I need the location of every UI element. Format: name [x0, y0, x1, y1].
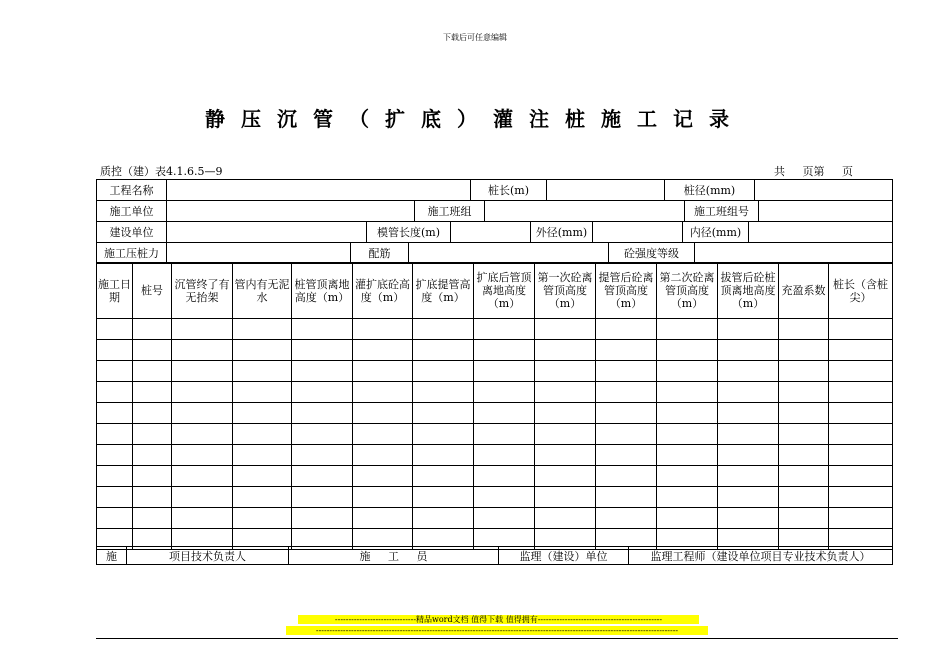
- table-cell[interactable]: [596, 340, 657, 361]
- table-cell[interactable]: [718, 340, 779, 361]
- table-cell[interactable]: [718, 487, 779, 508]
- table-cell[interactable]: [97, 340, 133, 361]
- table-cell[interactable]: [829, 508, 893, 529]
- table-cell[interactable]: [718, 466, 779, 487]
- table-cell[interactable]: [657, 466, 718, 487]
- label-construction-unit: 施工单位: [97, 201, 167, 222]
- table-cell[interactable]: [292, 466, 353, 487]
- table-cell[interactable]: [657, 508, 718, 529]
- table-cell[interactable]: [535, 361, 596, 382]
- table-cell[interactable]: [292, 403, 353, 424]
- table-cell[interactable]: [718, 445, 779, 466]
- table-cell[interactable]: [233, 508, 292, 529]
- table-cell[interactable]: [133, 466, 172, 487]
- table-cell[interactable]: [172, 445, 233, 466]
- table-cell[interactable]: [97, 319, 133, 340]
- table-cell[interactable]: [292, 361, 353, 382]
- table-cell[interactable]: [233, 445, 292, 466]
- label-concrete-grade: 砼强度等级: [609, 243, 695, 264]
- table-cell[interactable]: [133, 445, 172, 466]
- table-cell[interactable]: [133, 361, 172, 382]
- table-cell[interactable]: [133, 319, 172, 340]
- table-cell[interactable]: [172, 508, 233, 529]
- table-cell[interactable]: [292, 319, 353, 340]
- table-cell[interactable]: [657, 487, 718, 508]
- page-count: 共 页第 页: [774, 165, 853, 178]
- table-cell[interactable]: [474, 487, 535, 508]
- table-cell[interactable]: [413, 424, 474, 445]
- table-cell[interactable]: [413, 403, 474, 424]
- table-cell[interactable]: [353, 361, 413, 382]
- table-cell[interactable]: [353, 466, 413, 487]
- col-pile-length: 桩长（含桩尖）: [829, 263, 893, 319]
- label-pile-diameter: 桩径(mm): [665, 180, 755, 201]
- table-cell[interactable]: [413, 445, 474, 466]
- col-after-lift: 提管后砼离管顶高度（m）: [596, 263, 657, 319]
- table-cell[interactable]: [133, 403, 172, 424]
- table-row: [97, 487, 893, 508]
- table-cell[interactable]: [535, 445, 596, 466]
- table-cell[interactable]: [829, 487, 893, 508]
- table-cell[interactable]: [657, 403, 718, 424]
- table-row: [97, 508, 893, 529]
- table-cell[interactable]: [413, 487, 474, 508]
- label-team-leader: 施工班组号: [685, 201, 759, 222]
- table-cell[interactable]: [353, 382, 413, 403]
- record-rows: [97, 319, 893, 550]
- table-cell[interactable]: [292, 424, 353, 445]
- table-cell[interactable]: [233, 487, 292, 508]
- table-cell[interactable]: [829, 319, 893, 340]
- table-cell[interactable]: [97, 361, 133, 382]
- table-cell[interactable]: [596, 508, 657, 529]
- table-cell[interactable]: [413, 508, 474, 529]
- footer-rule: [96, 638, 898, 639]
- table-cell[interactable]: [779, 319, 829, 340]
- table-cell[interactable]: [535, 508, 596, 529]
- table-cell[interactable]: [657, 424, 718, 445]
- label-outer-diameter: 外径(mm): [531, 222, 593, 243]
- field-owner-unit[interactable]: [167, 222, 367, 243]
- field-construction-unit[interactable]: [167, 201, 415, 222]
- table-cell[interactable]: [413, 361, 474, 382]
- table-cell[interactable]: [829, 382, 893, 403]
- col-second-concrete: 第二次砼离管顶高度（m）: [657, 263, 718, 319]
- table-cell[interactable]: [779, 361, 829, 382]
- table-cell[interactable]: [474, 382, 535, 403]
- table-cell[interactable]: [233, 319, 292, 340]
- table-cell[interactable]: [474, 424, 535, 445]
- info-table-3: [96, 221, 893, 243]
- table-cell[interactable]: [829, 424, 893, 445]
- table-cell[interactable]: [596, 424, 657, 445]
- col-fill-height: 灌扩底砼高度（m）: [353, 263, 413, 319]
- table-cell[interactable]: [353, 340, 413, 361]
- sign-construction: 施: [97, 547, 127, 565]
- col-first-concrete: 第一次砼离管顶高度（m）: [535, 263, 596, 319]
- field-tube-length[interactable]: [451, 222, 531, 243]
- col-pile-no: 桩号: [133, 263, 172, 319]
- table-cell[interactable]: [829, 340, 893, 361]
- table-cell[interactable]: [779, 403, 829, 424]
- table-cell[interactable]: [474, 466, 535, 487]
- table-cell[interactable]: [413, 382, 474, 403]
- table-row: [97, 403, 893, 424]
- table-cell[interactable]: [97, 466, 133, 487]
- table-cell[interactable]: [657, 445, 718, 466]
- table-row: [97, 445, 893, 466]
- field-concrete-grade[interactable]: [695, 243, 893, 264]
- col-top-height: 桩管顶离地高度（m）: [292, 263, 353, 319]
- table-cell[interactable]: [233, 466, 292, 487]
- table-cell[interactable]: [718, 508, 779, 529]
- table-cell[interactable]: [474, 445, 535, 466]
- table-row: [97, 361, 893, 382]
- table-cell[interactable]: [97, 487, 133, 508]
- table-cell[interactable]: [292, 340, 353, 361]
- field-pressing-force[interactable]: [167, 243, 351, 264]
- field-reinforcement[interactable]: [409, 243, 609, 264]
- table-cell[interactable]: [657, 319, 718, 340]
- table-cell[interactable]: [353, 424, 413, 445]
- table-cell[interactable]: [133, 340, 172, 361]
- table-cell[interactable]: [233, 424, 292, 445]
- table-row: [97, 319, 893, 340]
- table-cell[interactable]: [97, 403, 133, 424]
- record-header-row: [97, 263, 893, 319]
- col-date: 施工日期: [97, 263, 133, 319]
- table-cell[interactable]: [413, 340, 474, 361]
- table-cell[interactable]: [413, 466, 474, 487]
- table-cell[interactable]: [596, 466, 657, 487]
- info-table: [96, 179, 893, 201]
- table-cell[interactable]: [657, 361, 718, 382]
- table-cell[interactable]: [474, 403, 535, 424]
- table-cell[interactable]: [535, 319, 596, 340]
- sign-worker: 施 工 员: [289, 547, 499, 565]
- field-outer-diameter[interactable]: [593, 222, 683, 243]
- table-cell[interactable]: [829, 403, 893, 424]
- table-cell[interactable]: [535, 382, 596, 403]
- table-cell[interactable]: [718, 361, 779, 382]
- field-construction-team[interactable]: [485, 201, 685, 222]
- table-cell[interactable]: [535, 403, 596, 424]
- table-cell[interactable]: [779, 424, 829, 445]
- col-mud: 管内有无泥水: [233, 263, 292, 319]
- table-cell[interactable]: [292, 382, 353, 403]
- table-cell[interactable]: [97, 424, 133, 445]
- record-table: [96, 262, 893, 550]
- table-cell[interactable]: [474, 319, 535, 340]
- table-cell[interactable]: [353, 508, 413, 529]
- table-cell[interactable]: [172, 403, 233, 424]
- col-after-height: 扩底后管顶离地高度（m）: [474, 263, 535, 319]
- table-cell[interactable]: [133, 508, 172, 529]
- field-inner-diameter[interactable]: [749, 222, 893, 243]
- col-fill-factor: 充盈系数: [779, 263, 829, 319]
- table-cell[interactable]: [474, 361, 535, 382]
- table-cell[interactable]: [97, 382, 133, 403]
- table-cell[interactable]: [596, 487, 657, 508]
- label-tube-length: 模管长度(m): [367, 222, 451, 243]
- table-cell[interactable]: [474, 508, 535, 529]
- table-cell[interactable]: [292, 445, 353, 466]
- table-cell[interactable]: [474, 340, 535, 361]
- sign-supervisor-engineer: 监理工程师（建设单位项目专业技术负责人）: [629, 547, 893, 565]
- table-cell[interactable]: [97, 445, 133, 466]
- table-cell[interactable]: [97, 508, 133, 529]
- label-construction-team: 施工班组: [415, 201, 485, 222]
- table-row: [97, 382, 893, 403]
- col-lift-height: 扩底提管高度（m）: [413, 263, 474, 319]
- table-cell[interactable]: [779, 382, 829, 403]
- table-cell[interactable]: [779, 466, 829, 487]
- table-cell[interactable]: [233, 361, 292, 382]
- table-cell[interactable]: [172, 382, 233, 403]
- table-cell[interactable]: [133, 487, 172, 508]
- field-project-name[interactable]: [167, 180, 471, 201]
- table-cell[interactable]: [829, 445, 893, 466]
- page-title: 静压沉管（扩底）灌注桩施工记录: [205, 107, 745, 131]
- table-row: [97, 424, 893, 445]
- table-cell[interactable]: [718, 319, 779, 340]
- table-cell[interactable]: [829, 361, 893, 382]
- table-cell[interactable]: [657, 382, 718, 403]
- table-cell[interactable]: [353, 319, 413, 340]
- table-cell[interactable]: [535, 424, 596, 445]
- table-cell[interactable]: [353, 487, 413, 508]
- table-cell[interactable]: [596, 361, 657, 382]
- table-cell[interactable]: [779, 445, 829, 466]
- table-cell[interactable]: [718, 403, 779, 424]
- field-pile-length[interactable]: [547, 180, 665, 201]
- table-cell[interactable]: [172, 487, 233, 508]
- table-cell[interactable]: [535, 487, 596, 508]
- table-cell[interactable]: [779, 487, 829, 508]
- table-cell[interactable]: [353, 403, 413, 424]
- sign-supervisor-unit: 监理（建设）单位: [499, 547, 629, 565]
- header-note: 下载后可任意编辑: [443, 33, 507, 42]
- table-cell[interactable]: [133, 424, 172, 445]
- table-cell[interactable]: [133, 382, 172, 403]
- label-pile-length: 桩长(m): [471, 180, 547, 201]
- table-cell[interactable]: [172, 361, 233, 382]
- info-table-2: [96, 200, 893, 222]
- table-cell[interactable]: [413, 319, 474, 340]
- table-cell[interactable]: [596, 403, 657, 424]
- table-cell[interactable]: [172, 424, 233, 445]
- table-cell[interactable]: [292, 508, 353, 529]
- table-cell[interactable]: [718, 382, 779, 403]
- field-pile-diameter[interactable]: [755, 180, 893, 201]
- field-team-leader[interactable]: [759, 201, 893, 222]
- col-lift: 沉管终了有无抬架: [172, 263, 233, 319]
- table-cell[interactable]: [779, 340, 829, 361]
- label-pressing-force: 施工压桩力: [97, 243, 167, 264]
- sign-tech-lead: 项目技术负责人: [127, 547, 289, 565]
- col-final-height: 拔管后砼桩顶离地高度（m）: [718, 263, 779, 319]
- table-cell[interactable]: [172, 340, 233, 361]
- footer-dash-line: --------------------------------------------------------------------------------------------------------------------------------------: [286, 626, 708, 635]
- table-row: [97, 466, 893, 487]
- table-cell[interactable]: [292, 487, 353, 508]
- label-owner-unit: 建设单位: [97, 222, 167, 243]
- table-cell[interactable]: [718, 424, 779, 445]
- signature-table: [96, 546, 893, 565]
- table-cell[interactable]: [657, 340, 718, 361]
- table-cell[interactable]: [172, 319, 233, 340]
- form-code: 质控（建）表4.1.6.5—9: [100, 165, 223, 178]
- table-cell[interactable]: [535, 340, 596, 361]
- table-cell[interactable]: [353, 445, 413, 466]
- table-row: [97, 340, 893, 361]
- table-cell[interactable]: [596, 445, 657, 466]
- footer-banner: ------------------------------精品word文档 值得下载 值得拥有----------------------------------------------: [298, 615, 699, 624]
- table-cell[interactable]: [535, 466, 596, 487]
- table-cell[interactable]: [233, 382, 292, 403]
- table-cell[interactable]: [779, 508, 829, 529]
- table-cell[interactable]: [596, 319, 657, 340]
- label-project-name: 工程名称: [97, 180, 167, 201]
- info-table-4: [96, 242, 893, 264]
- table-cell[interactable]: [233, 340, 292, 361]
- label-inner-diameter: 内径(mm): [683, 222, 749, 243]
- table-cell[interactable]: [233, 403, 292, 424]
- table-cell[interactable]: [596, 382, 657, 403]
- table-cell[interactable]: [172, 466, 233, 487]
- table-cell[interactable]: [829, 466, 893, 487]
- label-reinforcement: 配筋: [351, 243, 409, 264]
